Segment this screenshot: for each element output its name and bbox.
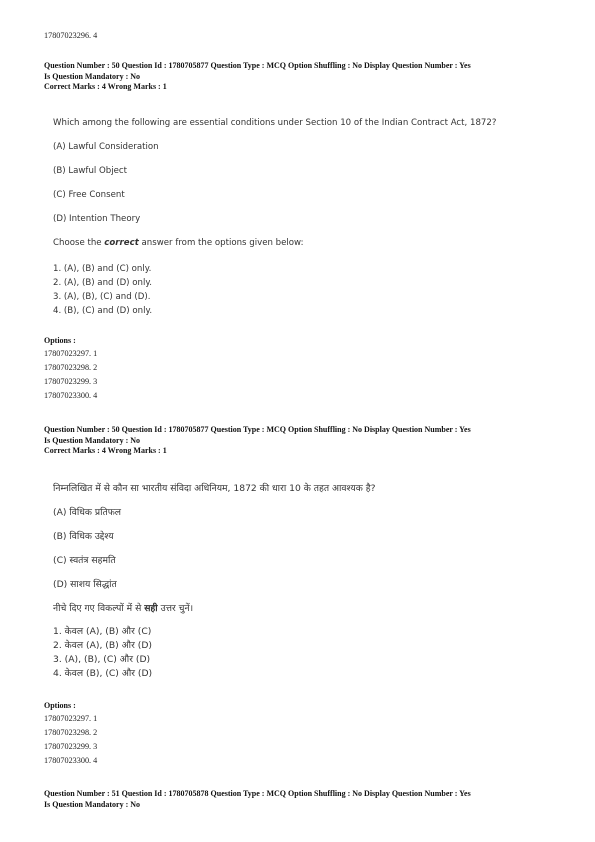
- question-meta-block: Question Number : 51 Question Id : 1780705878 Question Type : MCQ Option Shuffling : No Display Question Number : Yes Is Question Mandatory : No: [44, 789, 471, 809]
- question-meta-block: Question Number : 50 Question Id : 1780705877 Question Type : MCQ Option Shuffling : No Display Question Number : Yes Is Question Mandatory : No Correct Marks : 4 Wrong Marks : 1: [44, 425, 471, 455]
- choice-1: 1. (A), (B) and (C) only.: [53, 264, 152, 274]
- choice-2: 2. (A), (B) and (D) only.: [53, 278, 152, 288]
- options-block: Options : 17807023297. 1 17807023298. 2 17807023299. 3 17807023300. 4: [44, 701, 98, 765]
- instruction: Choose the correct answer from the options given below:: [53, 238, 304, 248]
- question-stem: निम्नलिखित में से कौन सा भारतीय संविदा अधिनियम, 1872 की धारा 10 के तहत आवश्यक है?: [53, 483, 376, 494]
- statement-b: (B) Lawful Object: [53, 166, 127, 176]
- choice-4: 4. (B), (C) and (D) only.: [53, 306, 153, 316]
- options-block: Options : 17807023297. 1 17807023298. 2 17807023299. 3 17807023300. 4: [44, 336, 98, 400]
- statement-d: (D) साशय सिद्धांत: [53, 579, 117, 590]
- instruction: नीचे दिए गए विकल्पों में से सही उत्तर चुनें।: [53, 603, 194, 614]
- choice-3: 3. (A), (B), (C) और (D): [53, 654, 151, 665]
- choice-2: 2. केवल (A), (B) और (D): [53, 640, 153, 651]
- answer-choices: [53, 262, 152, 318]
- statement-c: (C) स्वतंत्र सहमति: [53, 555, 116, 566]
- statement-a: (A) विधिक प्रतिफल: [53, 507, 122, 518]
- choice-3: 3. (A), (B), (C) and (D).: [53, 292, 151, 302]
- statement-d: (D) Intention Theory: [53, 214, 141, 224]
- statement-a: (A) Lawful Consideration: [53, 142, 159, 152]
- previous-option-line: 17807023296. 4: [44, 31, 98, 40]
- question-stem: Which among the following are essential conditions under Section 10 of the Indian Contract Act, 1872?: [53, 118, 497, 128]
- choice-1: 1. केवल (A), (B) और (C): [53, 626, 152, 637]
- answer-choices: [53, 625, 152, 681]
- statement-b: (B) विधिक उद्देश्य: [53, 531, 114, 542]
- question-meta-block: Question Number : 50 Question Id : 1780705877 Question Type : MCQ Option Shuffling : No Display Question Number : Yes Is Question Mandatory : No Correct Marks : 4 Wrong Marks : 1: [44, 61, 471, 91]
- statement-c: (C) Free Consent: [53, 190, 125, 200]
- choice-4: 4. केवल (B), (C) और (D): [53, 668, 153, 679]
